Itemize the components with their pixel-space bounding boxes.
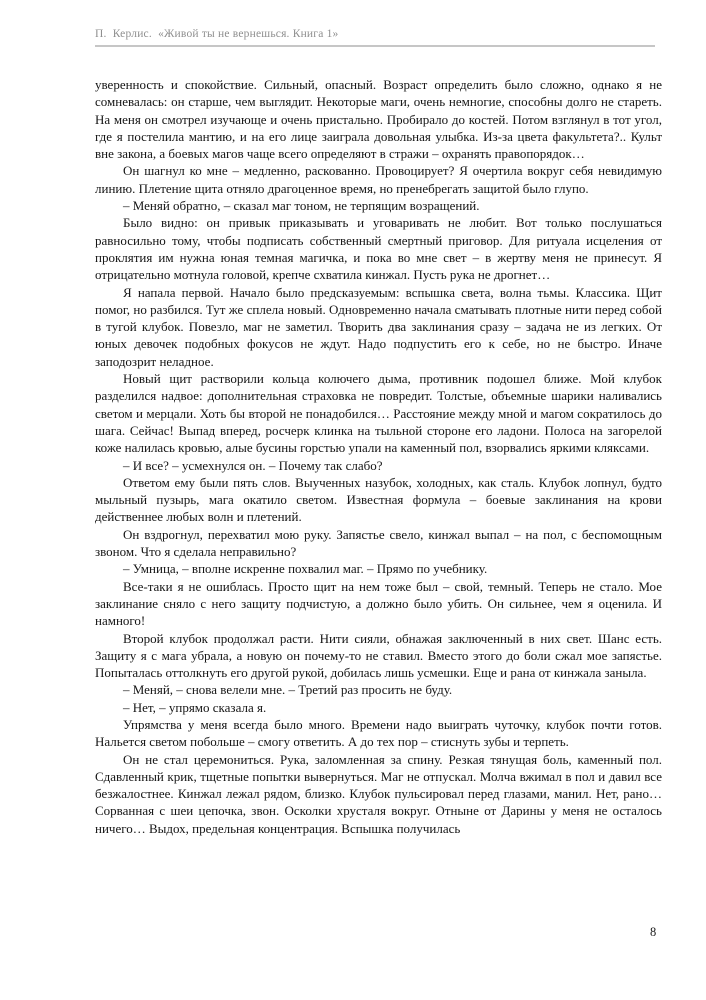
header-rule	[95, 45, 655, 47]
paragraph: Было видно: он привык приказывать и уговаривать не любит. Вот только послушаться равносильно тому, чтобы подписать собственный смертный приговор. Для ритуала исцеления от проклятия им нужна юная темная магичка, и пока во мне свет – в жертву меня не принесут. Я отрицательно мотнула головой, крепче схватила кинжал. Пусть рука не дрогнет…	[95, 215, 662, 283]
paragraph: уверенность и спокойствие. Сильный, опасный. Возраст определить было сложно, однако я не сомневалась: он старше, чем выглядит. Некоторые маги, очень немногие, способны долго не стареть. На меня он смотрел изучающе и очень пристально. Пробирало до костей. Потом взглянул в тот угол, где я постелила мантию, и на его лице заиграла довольная улыбка. Из-за цвета факультета?.. Культ вне закона, а боевых магов чаще всего определяют в стражи – охранять правопорядок…	[95, 77, 662, 162]
paragraph: – Меняй обратно, – сказал маг тоном, не терпящим возращений.	[123, 198, 480, 214]
paragraph: – И все? – усмехнулся он. – Почему так слабо?	[123, 457, 383, 473]
text-body	[95, 76, 662, 837]
running-header: П. Керлис. «Живой ты не вернешься. Книга 1»	[95, 28, 339, 40]
paragraph: Все-таки я не ошиблась. Просто щит на нем тоже был – свой, темный. Теперь не стало. Мое заклинание сняло с него защиту подчистую, а должно было убить. Он сильнее, чем я оценила. И намного!	[95, 578, 662, 629]
paragraph: – Меняй, – снова велели мне. – Третий раз просить не буду.	[123, 682, 453, 698]
paragraph: Я напала первой. Начало было предсказуемым: вспышка света, волна тьмы. Классика. Щит помог, но разбился. Тут же сплела новый. Одновременно начала сматывать плотные нити перед собой в тугой клубок. Повезло, маг не заметил. Творить два заклинания сразу – задача не из легких. От юных девочек подобных фокусов не ждут. Надо подпустить его к себе, но не быстро. Иначе заподозрит неладное.	[95, 284, 662, 369]
paragraph: – Умница, – вполне искренне похвалил маг. – Прямо по учебнику.	[123, 561, 488, 577]
paragraph: Он вздрогнул, перехватил мою руку. Запястье свело, кинжал выпал – на пол, с беспомощным звоном. Что я сделала неправильно?	[95, 526, 662, 560]
paragraph: Он шагнул ко мне – медленно, раскованно. Провоцирует? Я очертила вокруг себя невидимую линию. Плетение щита отняло драгоценное время, но пренебрегать защитой было глупо.	[95, 163, 662, 196]
paragraph: Новый щит растворили кольца колючего дыма, противник подошел ближе. Мой клубок разделился надвое: дополнительная страховка не повредит. Толстые, объемные шарики наливались светом и мерцали. Хоть бы второй не понадобился… Расстояние между мной и магом сократилось до шага. Сейчас! Выпад вперед, росчерк клинка на тыльной стороне его ладони. Полоса на загорелой коже налилась кровью, алые бусины горстью упали на каменный пол, взорвались яркими кляксами.	[95, 371, 662, 456]
page-number: 8	[650, 925, 657, 939]
paragraph: Он не стал церемониться. Рука, заломленная за спину. Резкая тянущая боль, каменный пол. Сдавленный крик, тщетные попытки вывернуться. Маг не отпускал. Молча вжимал в пол и давил все безжалостнее. Кинжал лежал рядом, близко. Клубок пульсировал перед глазами, манил. Нет, рано… Сорванная с шеи цепочка, звон. Осколки хрусталя вокруг. Отныне от Дарины у меня не осталось ничего… Выдох, предельная концентрация. Вспышка получилась	[95, 751, 662, 836]
paragraph: – Нет, – упрямо сказала я.	[123, 699, 267, 715]
paragraph: Упрямства у меня всегда было много. Времени надо выиграть чуточку, клубок почти готов. Нальется светом побольше – смогу ответить. А до тех пор – стиснуть зубы и терпеть.	[95, 716, 662, 750]
paragraph: Ответом ему были пять слов. Выученных назубок, холодных, как сталь. Клубок лопнул, будто мыльный пузырь, мага окатило светом. Известная формула – боевые заклинания на крови действеннее любых волн и плетений.	[95, 474, 662, 525]
paragraph: Второй клубок продолжал расти. Нити сияли, обнажая заключенный в них свет. Шанс есть. Защиту я с мага убрала, а новую он почему-то не ставил. Вместо этого до боли сжал мое запястье. Попыталась оттолкнуть его другой рукой, добилась лишь усмешки. Еще и рана от кинжала заныла.	[95, 630, 662, 681]
